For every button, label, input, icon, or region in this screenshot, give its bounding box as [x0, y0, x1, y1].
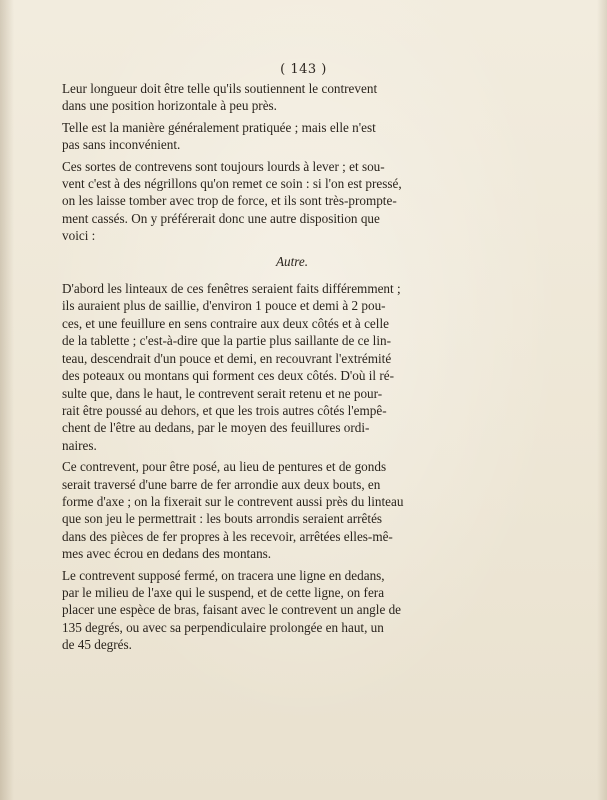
text-line: chent de l'être au dedans, par le moyen des feuillures ordi-: [62, 420, 370, 436]
text-line: Ce contrevent, pour être posé, au lieu de pentures et de gonds: [62, 459, 387, 475]
text-line: par le milieu de l'axe qui le suspend, et de cette ligne, on fera: [62, 584, 385, 600]
text-line: forme d'axe ; on la fixerait sur le contrevent aussi près du linteau: [62, 493, 404, 509]
page-number: ( 143 ): [280, 62, 327, 77]
paragraph-1: [62, 80, 522, 115]
text-line: pas sans inconvénient.: [62, 137, 181, 153]
text-line: Leur longueur doit être telle qu'ils soutiennent le contrevent: [62, 81, 378, 96]
text-line: naires.: [62, 437, 97, 453]
text-line: 135 degrés, ou avec sa perpendiculaire prolongée en haut, un: [62, 619, 384, 635]
text-line: de la tablette ; c'est-à-dire que la partie plus saillante de ce lin-: [62, 333, 391, 349]
paragraph-3: [62, 158, 522, 245]
text-line: de 45 degrés.: [62, 637, 132, 653]
text-line: Le contrevent supposé fermé, on tracera une ligne en dedans,: [62, 567, 385, 583]
text-line: des poteaux ou montans qui forment ces deux côtés. D'où il ré-: [62, 368, 394, 384]
paragraph-2: [62, 119, 522, 154]
text-line: D'abord les linteaux de ces fenêtres seraient faits différemment ;: [62, 281, 401, 297]
body-text: [62, 80, 522, 658]
text-line: vent c'est à des négrillons qu'on remet ce soin : si l'on est pressé,: [62, 176, 402, 192]
text-line: mes avec écrou en dedans des montans.: [62, 546, 272, 562]
text-line: placer une espèce de bras, faisant avec le contrevent un angle de: [62, 602, 402, 618]
text-line: que son jeu le permettrait : les bouts arrondis seraient arrêtés: [62, 511, 383, 527]
text-line: ils auraient plus de saillie, d'environ 1 pouce et demi à 2 pou-: [62, 298, 386, 314]
text-line: sulte que, dans le haut, le contrevent serait retenu et ne pour-: [62, 385, 383, 401]
text-line: teau, descendrait d'un pouce et demi, en recouvrant l'extrémité: [62, 350, 392, 366]
text-line: rait être poussé au dehors, et que les trois autres côtés l'empê-: [62, 402, 387, 418]
section-heading: Autre.: [275, 253, 309, 269]
text-line: ces, et une feuillure en sens contraire aux deux côtés et à celle: [62, 315, 389, 331]
text-line: Ces sortes de contrevens sont toujours lourds à lever ; et sou-: [62, 158, 385, 174]
text-line: dans une position horizontale à peu près.: [62, 98, 277, 114]
paragraph-6: [62, 567, 522, 654]
paragraph-5: [62, 458, 522, 562]
text-line: ment cassés. On y préférerait donc une autre disposition que: [62, 210, 380, 226]
text-line: voici :: [62, 228, 96, 244]
text-line: serait traversé d'une barre de fer arrondie aux deux bouts, en: [62, 476, 381, 492]
text-line: on les laisse tomber avec trop de force, et ils sont très-prompte-: [62, 193, 397, 209]
text-line: dans des pièces de fer propres à les recevoir, arrêtées elles-mê-: [62, 528, 393, 544]
paragraph-4: [62, 280, 522, 454]
text-line: Telle est la manière généralement pratiquée ; mais elle n'est: [62, 119, 376, 135]
